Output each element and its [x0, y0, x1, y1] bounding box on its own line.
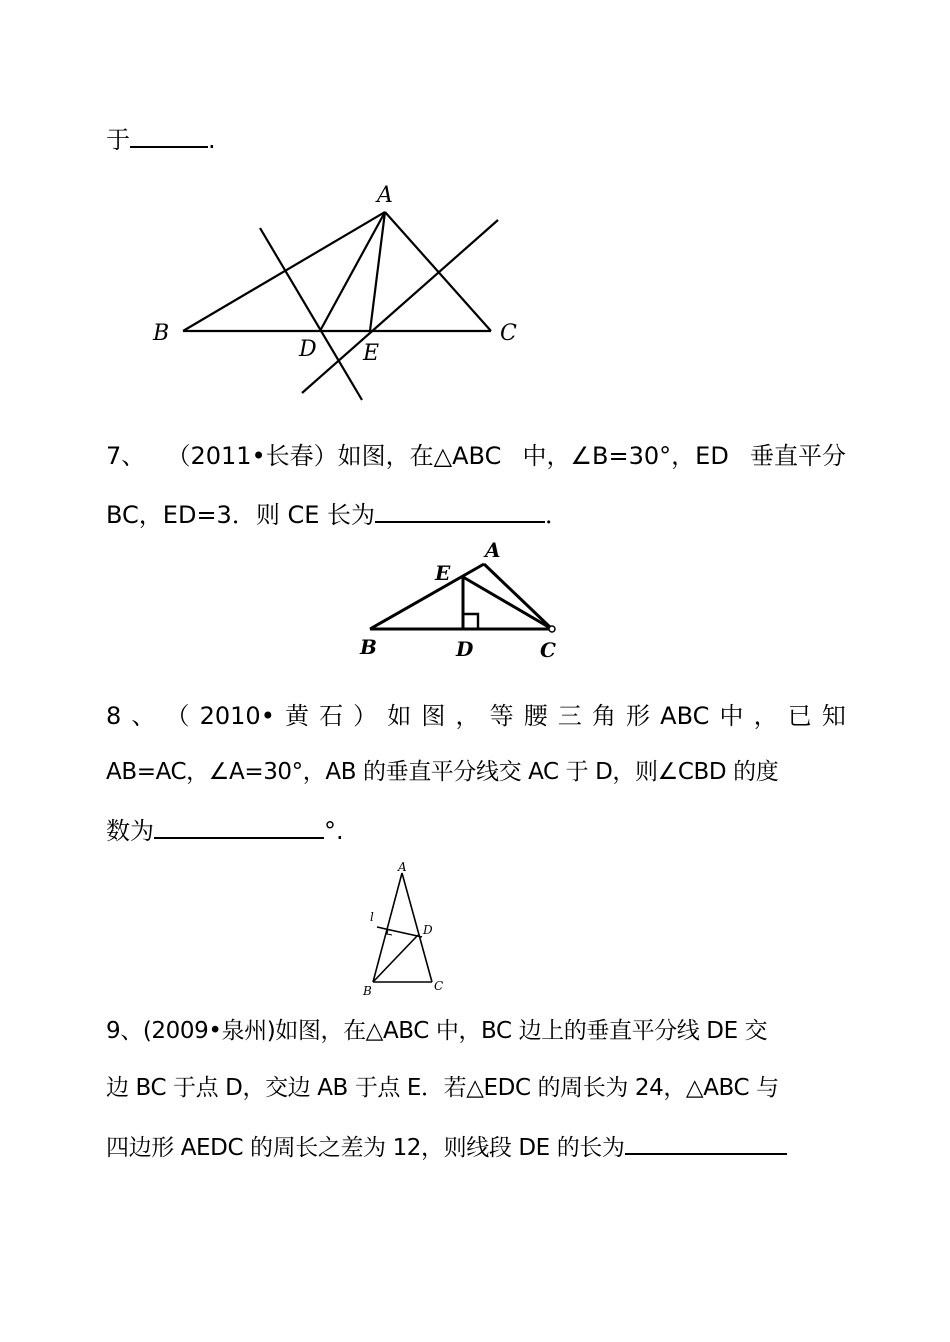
q6-text: 于 — [106, 126, 130, 154]
label-l: l — [370, 910, 374, 924]
label-E: E — [435, 561, 451, 585]
q8-part: ） — [353, 702, 378, 730]
q8-part: ABC — [660, 702, 710, 730]
label-A: A — [485, 538, 501, 562]
label-C: C — [540, 638, 556, 662]
q8-text: 数为 — [106, 817, 154, 845]
q8-part: 如 — [387, 702, 412, 730]
q8-part: 三 — [557, 702, 582, 730]
answer-blank[interactable] — [154, 815, 324, 839]
q8-line-3 — [106, 815, 846, 846]
label-E: E — [363, 341, 380, 366]
figure-6 — [150, 178, 550, 418]
label-C: C — [500, 321, 517, 346]
q8-part: 角 — [591, 702, 616, 730]
q7-text: BC，ED=3．则 CE 长为 — [106, 501, 376, 529]
label-D: D — [299, 337, 317, 362]
q8-part: 黄 — [284, 702, 309, 730]
q8-part: 等 — [489, 702, 514, 730]
q9-line-1 — [106, 1016, 846, 1046]
q8-part: 知 — [821, 702, 846, 730]
q8-part: 8 — [106, 702, 122, 730]
q8-part: （ — [165, 702, 190, 730]
q9-line-3 — [106, 1131, 846, 1163]
q8-part: 、 — [131, 702, 156, 730]
q9-text: 四边形 AEDC 的周长之差为 12，则线段 DE 的长为 — [106, 1135, 625, 1161]
q8-line-1 — [106, 701, 846, 731]
q9-text: 9、(2009•泉州)如图，在△ABC 中，BC 边上的垂直平分线 DE 交 — [106, 1018, 768, 1044]
answer-blank[interactable] — [625, 1131, 787, 1155]
label-A: A — [377, 183, 393, 208]
q8-part: 石 — [319, 702, 344, 730]
label-D: D — [456, 637, 474, 661]
answer-blank[interactable] — [375, 499, 545, 523]
q7-line-2 — [106, 499, 846, 530]
q9-line-2 — [106, 1073, 846, 1103]
label-C: C — [434, 979, 444, 993]
figure-7 — [355, 538, 575, 663]
figure-8 — [360, 858, 450, 998]
q8-text: AB=AC，∠A=30°，AB 的垂直平分线交 AC 于 D，则∠CBD 的度 — [106, 759, 779, 785]
q8-part: 形 — [626, 702, 651, 730]
label-D: D — [423, 923, 433, 937]
label-A: A — [398, 860, 407, 874]
q7-part: 7、 — [106, 442, 146, 470]
answer-blank[interactable] — [130, 124, 208, 148]
q7-part: 垂直平分 — [750, 442, 846, 470]
q8-part: ， — [753, 702, 778, 730]
q6-answer-line — [106, 124, 846, 155]
q7-part: 中，∠B=30°，ED — [522, 442, 729, 470]
q8-tail: °. — [324, 817, 344, 845]
q8-part: ， — [455, 702, 480, 730]
q8-line-2 — [106, 757, 846, 787]
q7-tail: ． — [545, 501, 570, 529]
q8-part: 图 — [421, 702, 446, 730]
label-B: B — [153, 321, 170, 346]
q9-text: 边 BC 于点 D，交边 AB 于点 E．若△EDC 的周长为 24，△ABC 与 — [106, 1075, 779, 1101]
q7-line-1 — [106, 441, 846, 471]
q8-part: 腰 — [523, 702, 548, 730]
q8-part: 中 — [719, 702, 744, 730]
q7-part: （2011•长春）如图，在△ABC — [166, 442, 502, 470]
q8-part: 已 — [787, 702, 812, 730]
label-B: B — [360, 635, 377, 659]
q8-part: 2010• — [199, 702, 275, 730]
q6-tail: . — [208, 126, 216, 154]
label-B: B — [363, 984, 372, 998]
